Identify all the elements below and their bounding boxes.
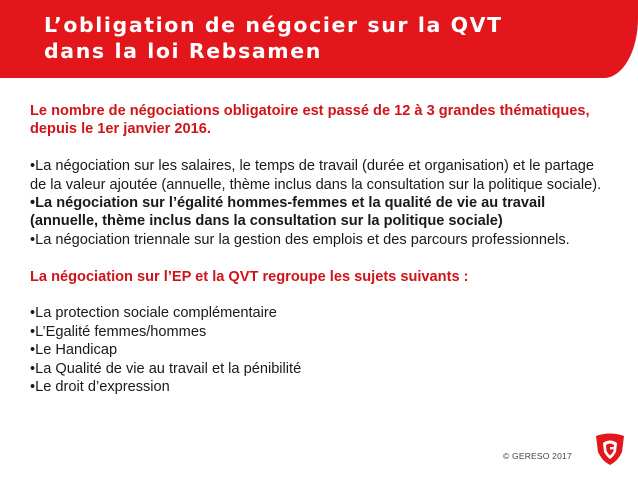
bullet-salaries: •La négociation sur les salaires, le temps de travail (durée et organisation) et le partage de la valeur ajoutée (annuelle, thème inclus dans la consultation sur la politique sociale). bbox=[30, 158, 602, 193]
page-title: L’obligation de négocier sur la QVT dans la loi Rebsamen bbox=[44, 13, 503, 63]
title-banner bbox=[0, 0, 638, 78]
spacer bbox=[30, 249, 610, 267]
topic-list-item: •La protection sociale complémentaire bbox=[30, 305, 277, 322]
intro-text: Le nombre de négociations obligatoire est passé de 12 à 3 grandes thématiques, depuis le 1er janvier 2016. bbox=[30, 103, 590, 138]
bullet-equality-qvt: •La négociation sur l’égalité hommes-femmes et la qualité de vie au travail (annuelle, thème inclus dans la consultation sur la politique sociale) bbox=[30, 195, 546, 230]
spacer bbox=[30, 286, 610, 304]
topic-list-item: •L’Egalité femmes/hommes bbox=[30, 323, 207, 340]
spacer bbox=[30, 139, 610, 157]
copyright-text: © GERESO 2017 bbox=[503, 451, 572, 461]
topic-list-item: •Le droit d’expression bbox=[30, 379, 170, 396]
bullet-triennial: •La négociation triennale sur la gestion des emplois et des parcours professionnels. bbox=[30, 231, 570, 248]
gereso-logo-icon bbox=[592, 430, 628, 466]
topic-list-item: •La Qualité de vie au travail et la pénibilité bbox=[30, 360, 302, 377]
subheading: La négociation sur l’EP et la QVT regroupe les sujets suivants : bbox=[30, 268, 469, 285]
slide-body bbox=[30, 102, 610, 396]
topic-list-item: •Le Handicap bbox=[30, 342, 118, 359]
